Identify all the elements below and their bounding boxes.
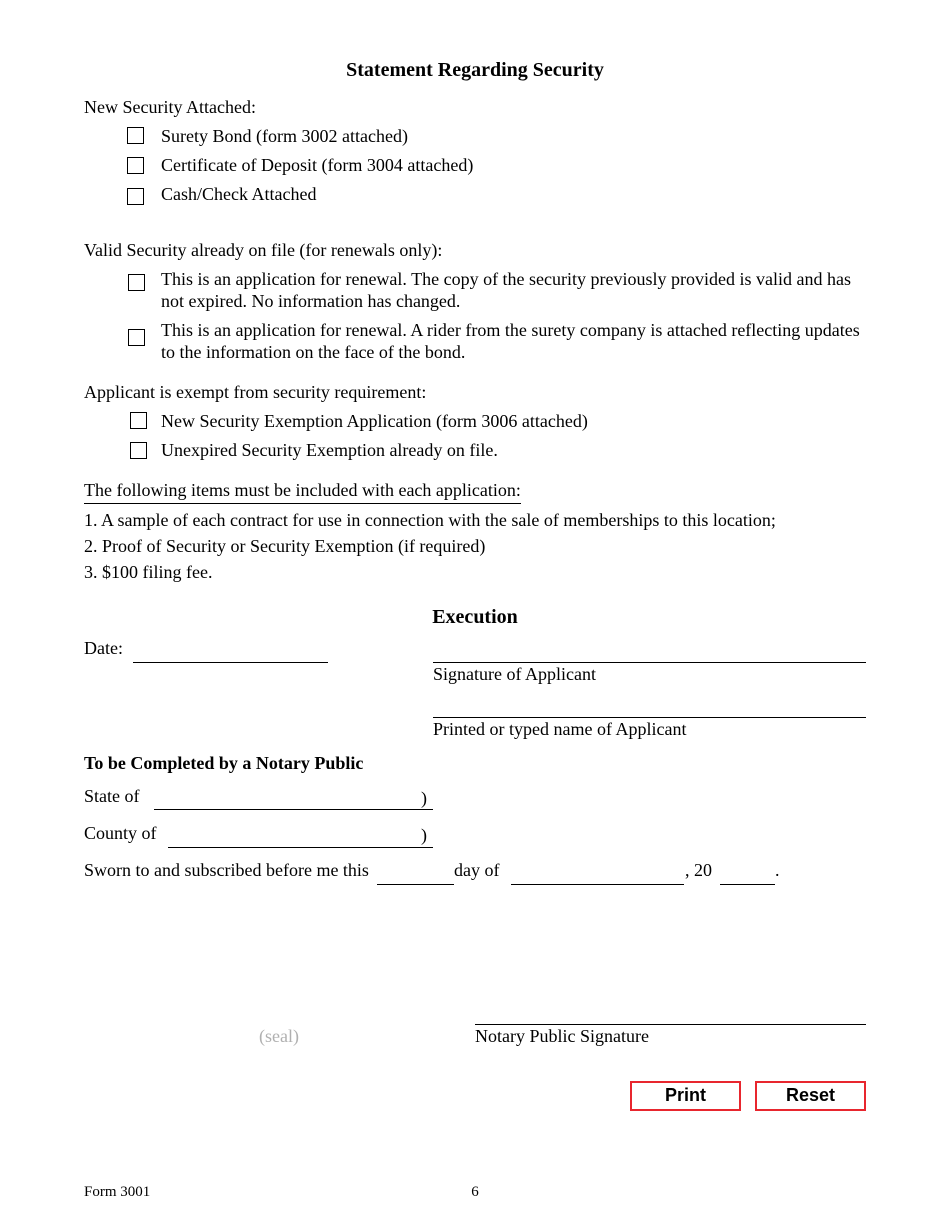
year-input[interactable] xyxy=(720,864,775,885)
renewal-rider-checkbox[interactable] xyxy=(128,329,145,346)
renewal-valid-checkbox[interactable] xyxy=(128,274,145,291)
seal-label: (seal) xyxy=(259,1026,299,1046)
surety-bond-checkbox[interactable] xyxy=(127,127,144,144)
new-exemption-label: New Security Exemption Application (form 3006 attached) xyxy=(161,411,588,431)
state-input[interactable] xyxy=(154,789,433,810)
month-input[interactable] xyxy=(511,864,684,885)
date-label: Date: xyxy=(84,638,123,658)
applicant-signature-line xyxy=(433,662,866,663)
certificate-of-deposit-checkbox[interactable] xyxy=(127,157,144,174)
new-security-heading: New Security Attached: xyxy=(84,97,256,117)
printed-name-label: Printed or typed name of Applicant xyxy=(433,719,687,739)
notary-heading: To be Completed by a Notary Public xyxy=(84,753,364,773)
notary-signature-line xyxy=(475,1024,866,1025)
renewal-heading: Valid Security already on file (for renewals only): xyxy=(84,240,443,260)
state-label: State of xyxy=(84,786,140,806)
day-input[interactable] xyxy=(377,864,454,885)
day-of-label: day of xyxy=(454,860,500,880)
county-input[interactable] xyxy=(168,827,433,848)
printed-name-input[interactable] xyxy=(433,697,866,718)
date-input[interactable] xyxy=(133,642,328,663)
page-number: 6 xyxy=(471,1184,479,1200)
county-label: County of xyxy=(84,823,157,843)
execution-heading: Execution xyxy=(432,606,518,628)
sworn-period: . xyxy=(775,860,780,880)
renewal-valid-label: This is an application for renewal. The copy of the security previously provided is valid and has not expired. No information has changed. xyxy=(161,269,851,312)
new-exemption-checkbox[interactable] xyxy=(130,412,147,429)
form-number: Form 3001 xyxy=(84,1184,151,1200)
exempt-heading: Applicant is exempt from security requirement: xyxy=(84,382,427,402)
unexpired-exemption-checkbox[interactable] xyxy=(130,442,147,459)
requirements-heading: The following items must be included with each application: xyxy=(84,480,521,504)
surety-bond-label: Surety Bond (form 3002 attached) xyxy=(161,126,408,146)
certificate-of-deposit-label: Certificate of Deposit (form 3004 attached) xyxy=(161,155,474,175)
county-paren: ) xyxy=(421,825,427,845)
state-paren: ) xyxy=(421,788,427,808)
notary-signature-label: Notary Public Signature xyxy=(475,1026,649,1046)
unexpired-exemption-label: Unexpired Security Exemption already on file. xyxy=(161,440,498,460)
year-prefix: , 20 xyxy=(685,860,712,880)
renewal-rider-label: This is an application for renewal. A rider from the surety company is attached reflecting updates to the information on the face of the bond. xyxy=(161,320,860,363)
cash-check-checkbox[interactable] xyxy=(127,188,144,205)
reset-button[interactable]: Reset xyxy=(755,1081,866,1111)
requirement-item: 3. $100 filing fee. xyxy=(84,562,213,582)
print-button[interactable]: Print xyxy=(630,1081,741,1111)
sworn-label: Sworn to and subscribed before me this xyxy=(84,860,369,880)
cash-check-label: Cash/Check Attached xyxy=(161,184,317,204)
requirement-item: 2. Proof of Security or Security Exemption (if required) xyxy=(84,536,486,556)
requirement-item: 1. A sample of each contract for use in connection with the sale of memberships to this location; xyxy=(84,510,776,530)
page-title: Statement Regarding Security xyxy=(346,59,604,81)
applicant-signature-label: Signature of Applicant xyxy=(433,664,596,684)
